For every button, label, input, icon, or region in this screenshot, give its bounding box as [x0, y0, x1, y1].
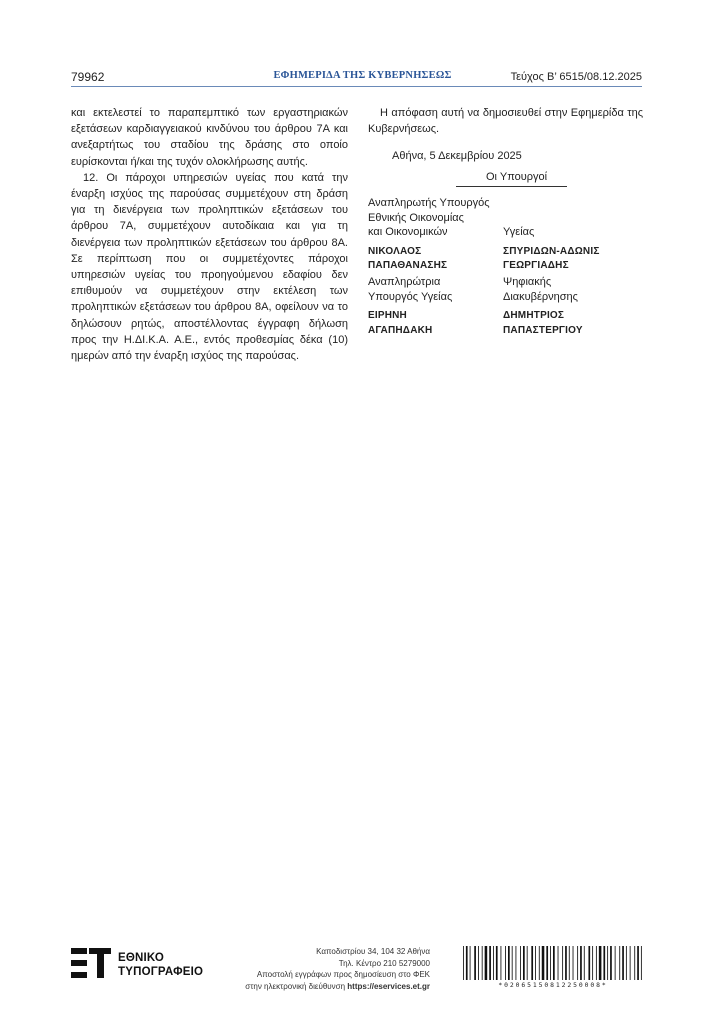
minister-title: Διακυβέρνησης: [503, 290, 578, 303]
publisher-name: [118, 951, 203, 979]
publication-order: Η απόφαση αυτή να δημοσιευθεί στην Εφημερίδα της Κυβερνήσεως.: [368, 107, 643, 136]
minister-title: Αναπληρωτής Υπουργός: [368, 197, 490, 209]
minister-name: ΔΗΜΗΤΡΙΟΣ: [503, 310, 565, 322]
publisher-line: ΕΘΝΙΚΟ: [118, 952, 165, 964]
page-number: 79962: [71, 70, 105, 84]
phone: Τηλ. Κέντρο 210 5279000: [338, 958, 430, 968]
paragraph-continuation: και εκτελεστεί το παραπεμπτικό των εργαστηριακών εξετάσεων καρδιαγγειακού κινδύνου του άρθρου 7Α και ανεξαρτήτως του σταδίου της δράσης στο οποίο ευρίσκονται ή/και της τυχόν ολοκλήρωσης αυτής.: [71, 107, 348, 168]
ministers-rule: [456, 186, 567, 187]
et-logo-icon: [71, 948, 111, 978]
minister-title: Υγείας: [503, 226, 535, 238]
gazette-title: ΕΦΗΜΕΡΙΔΑ ΤΗΣ ΚΥΒΕΡΝΗΣΕΩΣ: [273, 70, 452, 81]
ministers-heading: Οι Υπουργοί: [486, 171, 548, 183]
minister-title: και Οικονομικών: [368, 226, 448, 239]
minister-name: ΓΕΩΡΓΙΑΔΗΣ: [503, 260, 569, 272]
web-prefix: στην ηλεκτρονική διεύθυνση: [245, 981, 346, 991]
publisher-contact: [245, 946, 430, 992]
minister-name: ΝΙΚΟΛΑΟΣ: [368, 245, 422, 257]
barcode-digits: *02065150812250008*: [498, 981, 608, 989]
minister-name: ΠΑΠΑΘΑΝΑΣΗΣ: [368, 260, 448, 272]
minister-title: Αναπληρώτρια: [368, 276, 441, 288]
minister-name: ΑΓΑΠΗΔΑΚΗ: [368, 324, 433, 336]
right-column: [368, 105, 643, 137]
paragraph-12: 12. Οι πάροχοι υπηρεσιών υγείας που κατά την έναρξη ισχύος της παρούσας συμμετέχουν στη δράση για τη διενέργεια των προληπτικών εξετάσεων του άρθρου 7Α, συμμετέχουν αυτοδίκαια και για τη διενέργεια των προληπτικών εξετάσεων του άρθρου 8Α. Σε περίπτωση που οι συμμετέχοντες πάροχοι υπηρεσιών υγείας του προηγούμενου εδαφίου δεν επιθυμούν να συμμετέχουν στην εκτέλεση των προληπτικών εξετάσεων του άρθρου 8Α, οφείλουν να το δηλώσουν ρητώς, αποστέλλοντας έγγραφη δήλωση προς την Η.ΔΙ.Κ.Α. Α.Ε., εντός προθεσμίας δέκα (10) ημερών από την έναρξη ισχύος της παρούσας.: [71, 171, 348, 363]
address: Καποδιστρίου 34, 104 32 Αθήνα: [316, 947, 430, 956]
minister-title: Ψηφιακής: [503, 276, 552, 288]
web-line: [245, 981, 430, 993]
signature-block-deputy-health: [368, 275, 452, 338]
signature-block-digital: [503, 275, 583, 338]
publisher-line: ΤΥΠΟΓΡΑΦΕΙΟ: [118, 966, 204, 978]
signature-block-health: [503, 225, 600, 274]
issue-number: Τεύχος Β’ 6515/08.12.2025: [510, 71, 642, 83]
signature-block-finance: [368, 196, 490, 274]
minister-name: ΣΠΥΡΙΔΩΝ-ΑΔΩΝΙΣ: [503, 245, 600, 257]
submission-note: Αποστολή εγγράφων προς δημοσίευση στο ΦΕΚ: [256, 970, 430, 980]
date-line: Αθήνα, 5 Δεκεμβρίου 2025: [392, 150, 522, 162]
header-rule: [71, 86, 642, 87]
left-column: [71, 105, 348, 364]
minister-name: ΕΙΡΗΝΗ: [368, 310, 407, 322]
minister-title: Εθνικής Οικονομίας: [368, 211, 464, 224]
barcode-icon: [463, 946, 643, 980]
web-link[interactable]: https://eservices.et.gr: [347, 981, 430, 991]
minister-name: ΠΑΠΑΣΤΕΡΓΙΟΥ: [503, 324, 583, 336]
minister-title: Υπουργός Υγείας: [368, 290, 453, 303]
